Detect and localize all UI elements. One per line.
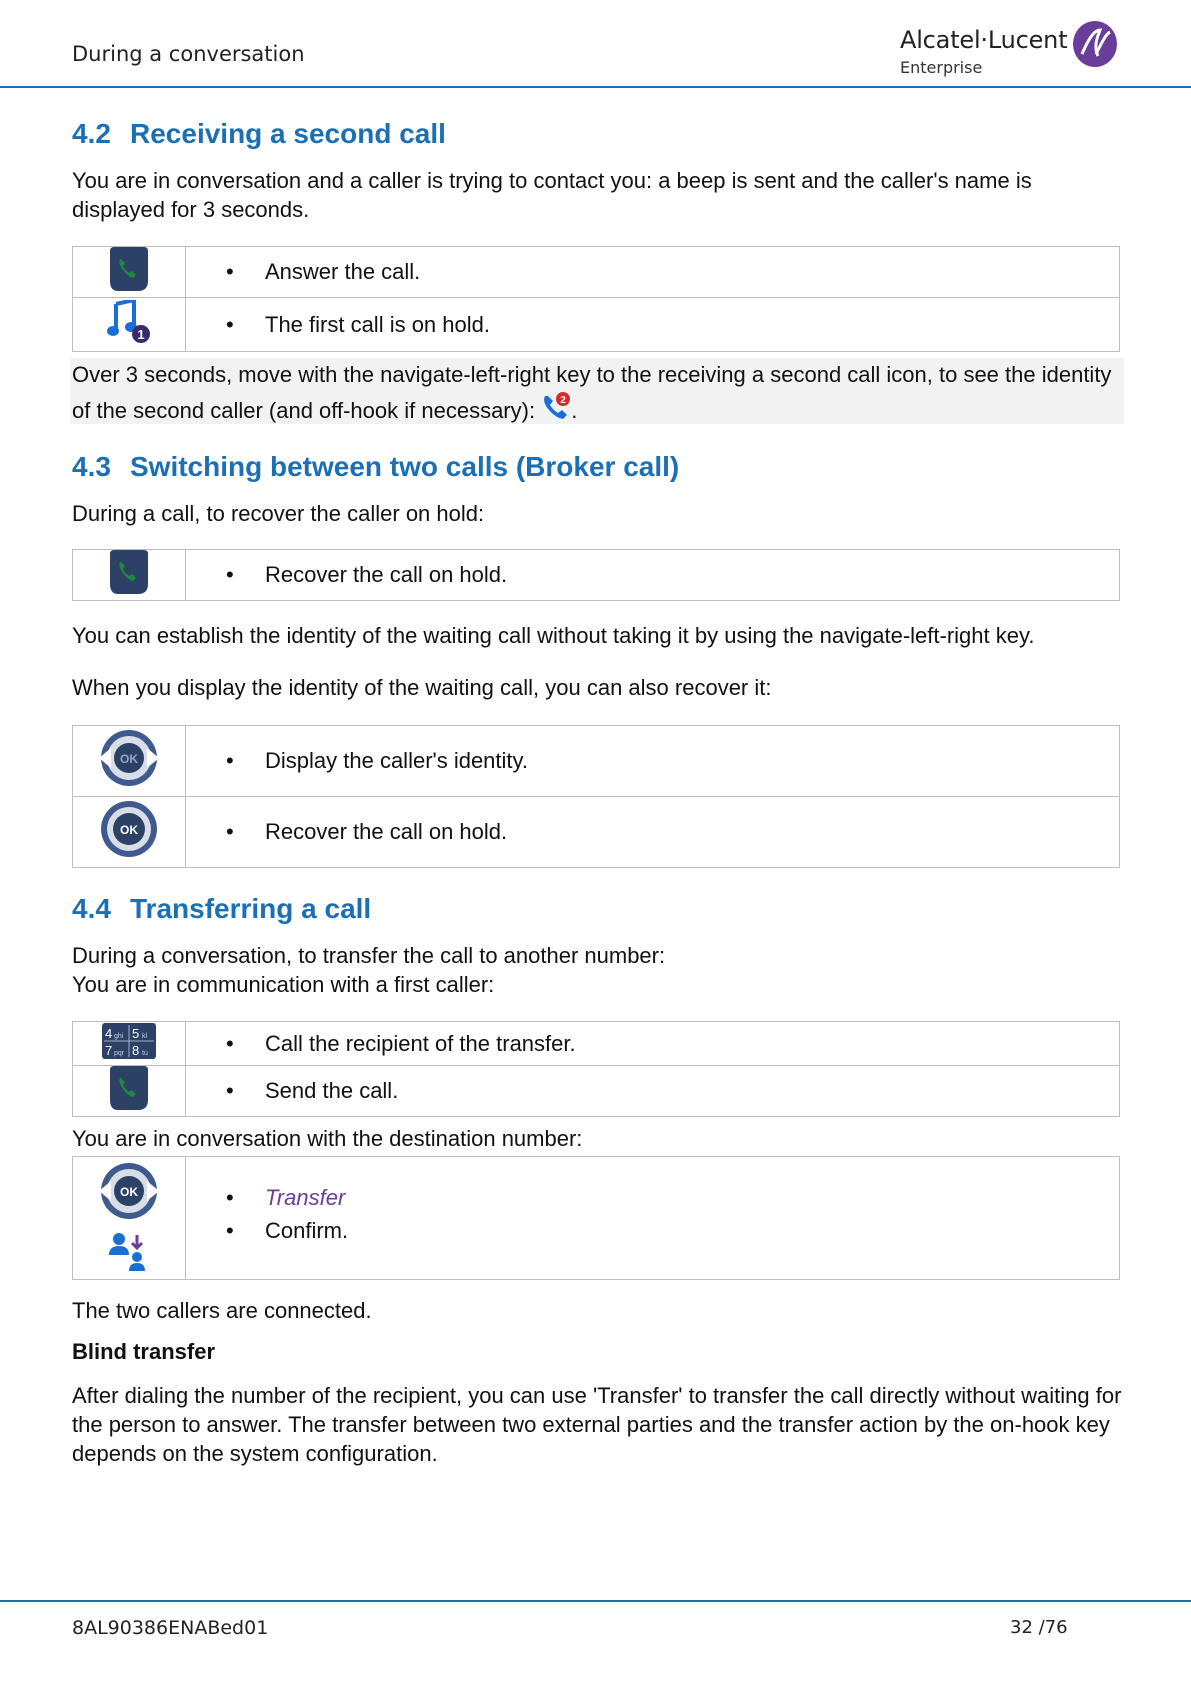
table-row	[73, 797, 1120, 868]
step-text: Send the call.	[265, 1078, 399, 1103]
ok-label: OK	[120, 1185, 138, 1199]
table-row	[73, 726, 1120, 797]
section-heading-4-4	[72, 893, 371, 925]
step-text-cell: • The first call is on hold.	[186, 298, 1120, 352]
step-text: Confirm.	[265, 1218, 349, 1243]
navigator-left-right-icon	[97, 1161, 161, 1221]
step-text: Recover the call on hold.	[265, 562, 508, 587]
icon-cell	[73, 550, 186, 601]
keypad-digit: 5	[132, 1025, 140, 1041]
navigator-left-right-icon	[97, 728, 161, 788]
step-text: Recover the call on hold.	[265, 819, 508, 844]
brand-logo	[900, 18, 1122, 82]
step-text: The first call is on hold.	[265, 311, 490, 337]
icon-cell	[73, 247, 186, 298]
step-text-cell: • Display the caller's identity.	[186, 726, 1120, 797]
icon-cell	[73, 1157, 186, 1280]
step-text-cell	[186, 1157, 1120, 1280]
table-row	[73, 247, 1120, 298]
ok-key-icon	[99, 799, 159, 859]
table-row	[73, 1066, 1120, 1117]
second-call-icon	[541, 392, 571, 420]
page-header-title: During a conversation	[72, 42, 305, 66]
icon-cell	[73, 1066, 186, 1117]
table-row	[73, 1157, 1120, 1280]
icon-cell	[73, 298, 186, 352]
steps-table	[72, 725, 1120, 868]
table-row	[73, 298, 1120, 352]
off-hook-key-icon	[108, 247, 150, 291]
section-number: 4.4	[72, 893, 111, 924]
footer-rule	[0, 1600, 1191, 1602]
brand-name: Alcatel·Lucent	[900, 26, 1068, 54]
step-text-cell: • Answer the call.	[186, 247, 1120, 298]
step-text: Answer the call.	[265, 259, 421, 284]
step-text-cell: • Recover the call on hold.	[186, 550, 1120, 601]
keypad-letters: kl	[142, 1032, 148, 1040]
paragraph: The two callers are connected.	[72, 1298, 372, 1323]
section-title: Transferring a call	[130, 893, 372, 924]
note-end: .	[571, 398, 578, 423]
icon-cell	[73, 1022, 186, 1066]
transfer-softkey-label[interactable]: Transfer	[265, 1185, 346, 1210]
keypad-letters: ghi	[114, 1032, 124, 1040]
steps-table	[72, 246, 1120, 352]
keypad-letters: tu	[142, 1049, 148, 1057]
section-heading-4-2	[72, 118, 446, 150]
note-box	[70, 358, 1124, 424]
section-number: 4.2	[72, 118, 111, 149]
hold-music-icon	[106, 300, 152, 344]
section-title: Receiving a second call	[130, 118, 446, 149]
table-row	[73, 1022, 1120, 1066]
step-text-cell: • Send the call.	[186, 1066, 1120, 1117]
steps-table	[72, 549, 1120, 601]
steps-table	[72, 1021, 1120, 1117]
ok-label: OK	[120, 752, 138, 766]
section-intro: During a conversation, to transfer the call to another number:	[72, 943, 666, 968]
list-item: • Confirm.	[226, 1218, 349, 1243]
paragraph: After dialing the number of the recipient, you can use 'Transfer' to transfer the call directly without waiting for the person to answer. The transfer between two external parties and the transfer action by the on-hook key depends on the system configuration.	[72, 1383, 1122, 1466]
list-item: • Transfer	[226, 1185, 346, 1210]
keypad-digit: 7	[105, 1042, 113, 1058]
step-text: Call the recipient of the transfer.	[265, 1030, 576, 1056]
off-hook-key-icon	[108, 550, 150, 594]
paragraph: When you display the identity of the waiting call, you can also recover it:	[72, 675, 772, 700]
icon-cell	[73, 726, 186, 797]
badge-number: 1	[137, 326, 145, 342]
paragraph: You are in conversation with the destination number:	[72, 1126, 583, 1151]
header-rule	[0, 86, 1191, 88]
section-number: 4.3	[72, 451, 111, 482]
section-heading-4-3	[72, 451, 679, 483]
keypad-digit: 8	[132, 1042, 140, 1058]
keypad-letters: pqr	[114, 1049, 125, 1057]
section-intro: During a call, to recover the caller on hold:	[72, 501, 485, 526]
badge-number: 2	[560, 395, 566, 406]
page-number: 32 /76	[1010, 1617, 1068, 1638]
icon-cell	[73, 797, 186, 868]
keypad-icon	[102, 1023, 156, 1059]
subheading-blind-transfer: Blind transfer	[72, 1339, 216, 1364]
keypad-digit: 4	[105, 1025, 113, 1041]
section-intro: You are in communication with a first caller:	[72, 972, 495, 997]
step-text-cell: • Recover the call on hold.	[186, 797, 1120, 868]
steps-table	[72, 1156, 1120, 1280]
step-text-cell: • Call the recipient of the transfer.	[186, 1022, 1120, 1066]
document-id: 8AL90386ENABed01	[72, 1617, 269, 1639]
brand-subtitle: Enterprise	[900, 58, 983, 77]
note-text: Over 3 seconds, move with the navigate-left-right key to the receiving a second call icon, to see the identity of the second caller (and off-hook if necessary):	[72, 362, 1112, 423]
section-intro: You are in conversation and a caller is trying to contact you: a beep is sent and the caller's name is displayed for 3 seconds.	[72, 168, 1032, 222]
transfer-users-icon	[107, 1229, 151, 1273]
paragraph: You can establish the identity of the waiting call without taking it by using the navigate-left-right key.	[72, 623, 1035, 648]
step-text: Display the caller's identity.	[265, 748, 529, 773]
off-hook-key-icon	[108, 1066, 150, 1110]
ok-label: OK	[120, 823, 138, 837]
brand-logo-icon	[1072, 20, 1118, 68]
section-title: Switching between two calls (Broker call)	[130, 451, 680, 482]
table-row	[73, 550, 1120, 601]
